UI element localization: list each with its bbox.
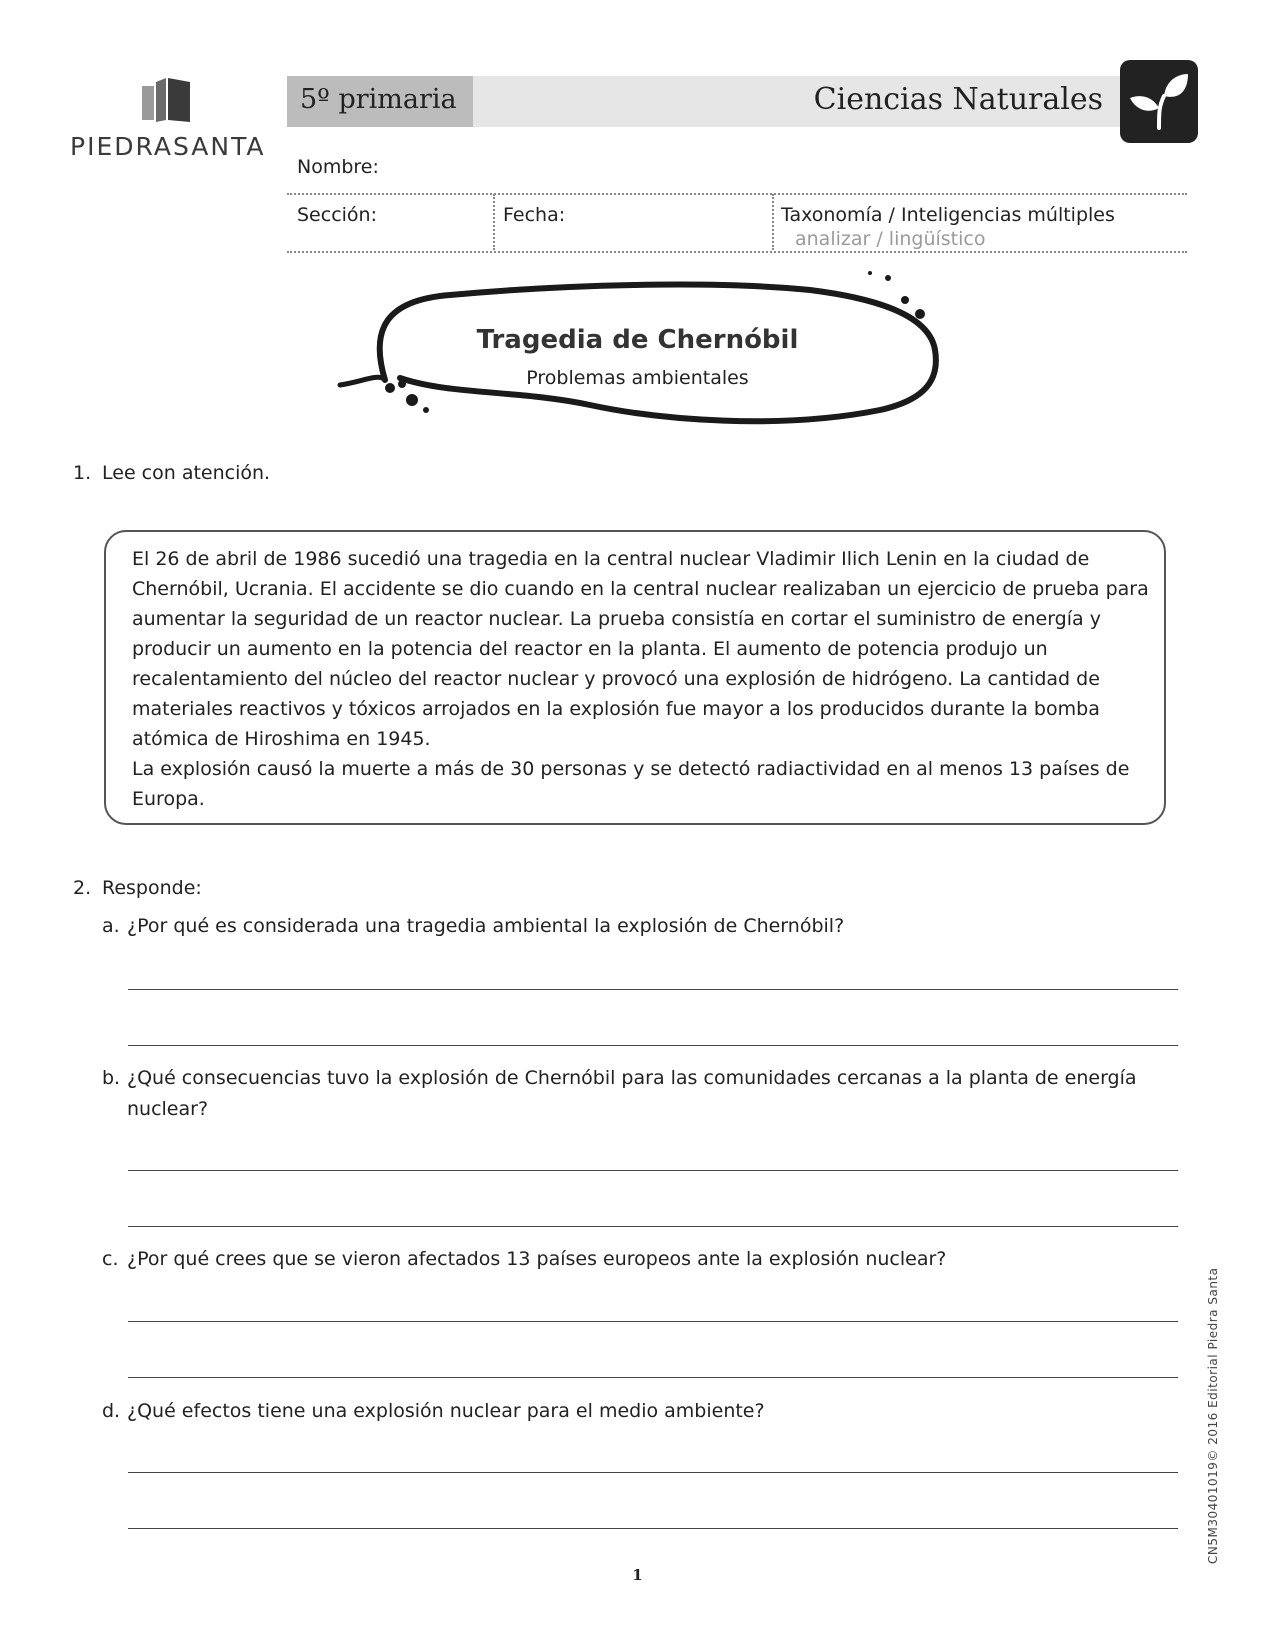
taxonomy-value: analizar / lingüístico [795,228,986,250]
section-label: Sección: [297,204,377,226]
question-d-text: ¿Qué efectos tiene una explosión nuclear para el medio ambiente? [127,1400,765,1422]
answer-line-d1[interactable] [128,1472,1178,1473]
subject-badge [1120,60,1198,143]
item-2-number: 2. [73,877,92,899]
answer-line-c2[interactable] [128,1377,1178,1378]
answer-line-b2[interactable] [128,1226,1178,1227]
subject-title: Ciencias Naturales [813,82,1103,117]
reading-text [132,544,1152,814]
question-a-text: ¿Por qué es considerada una tragedia ambiental la explosión de Chernóbil? [127,915,845,937]
page-number: 1 [632,1566,643,1584]
name-label: Nombre: [297,156,379,178]
taxonomy-label: Taxonomía / Inteligencias múltiples [781,204,1115,226]
activity-title: Tragedia de Chernóbil [476,325,799,355]
date-label: Fecha: [503,204,566,226]
answer-line-a1[interactable] [128,989,1178,990]
form-divider-section [493,194,495,250]
item-2-instruction: Responde: [102,877,202,899]
answer-line-d2[interactable] [128,1528,1178,1529]
question-a-letter: a. [102,915,120,937]
question-b-letter: b. [102,1067,121,1089]
item-1-instruction: Lee con atención. [102,462,271,484]
copyright-notice: CN5M30401019© 2016 Editorial Piedra Santa [1206,1267,1220,1564]
publisher-logo [70,70,265,165]
answer-line-b1[interactable] [128,1170,1178,1171]
form-divider-top [287,193,1187,195]
question-c-text: ¿Por qué crees que se vieron afectados 13 países europeos ante la explosión nuclear? [127,1248,947,1270]
answer-line-a2[interactable] [128,1045,1178,1046]
activity-subtitle: Problemas ambientales [526,367,749,389]
question-b-text: ¿Qué consecuencias tuvo la explosión de Chernóbil para las comunidades cercanas a la planta de energía nuclear? [127,1067,1137,1120]
question-d-letter: d. [102,1400,121,1422]
book-logo-icon [142,76,192,124]
answer-line-c1[interactable] [128,1321,1178,1322]
leaf-icon [1126,68,1192,134]
reading-paragraph-2: La explosión causó la muerte a más de 30 personas y se detectó radiactividad en al menos 13 países de Europa. [132,758,1130,810]
item-1-number: 1. [73,462,92,484]
brand-name: PIEDRASANTA [70,132,266,161]
form-divider-bottom [287,251,1187,253]
question-c-letter: c. [102,1248,119,1270]
title-bubble [330,270,950,445]
form-divider-date [772,194,774,250]
reading-paragraph-1: El 26 de abril de 1986 sucedió una tragedia en la central nuclear Vladimir Ilich Lenin en la ciudad de Chernóbil, Ucrania. El accidente se dio cuando en la central nuclear realizaban un ejercicio de prueba para aumentar la seguridad de un reactor nuclear. La prueba consistía en cortar el suministro de energía y producir un aumento en la potencia del reactor en la planta. El aumento de potencia produjo un recalentamiento del núcleo del reactor nuclear y provocó una explosión de hidrógeno. La cantidad de materiales reactivos y tóxicos arrojados en la explosión fue mayor a los producidos durante la bomba atómica de Hiroshima en 1945. [132,548,1149,750]
grade-label: 5º primaria [300,84,457,115]
